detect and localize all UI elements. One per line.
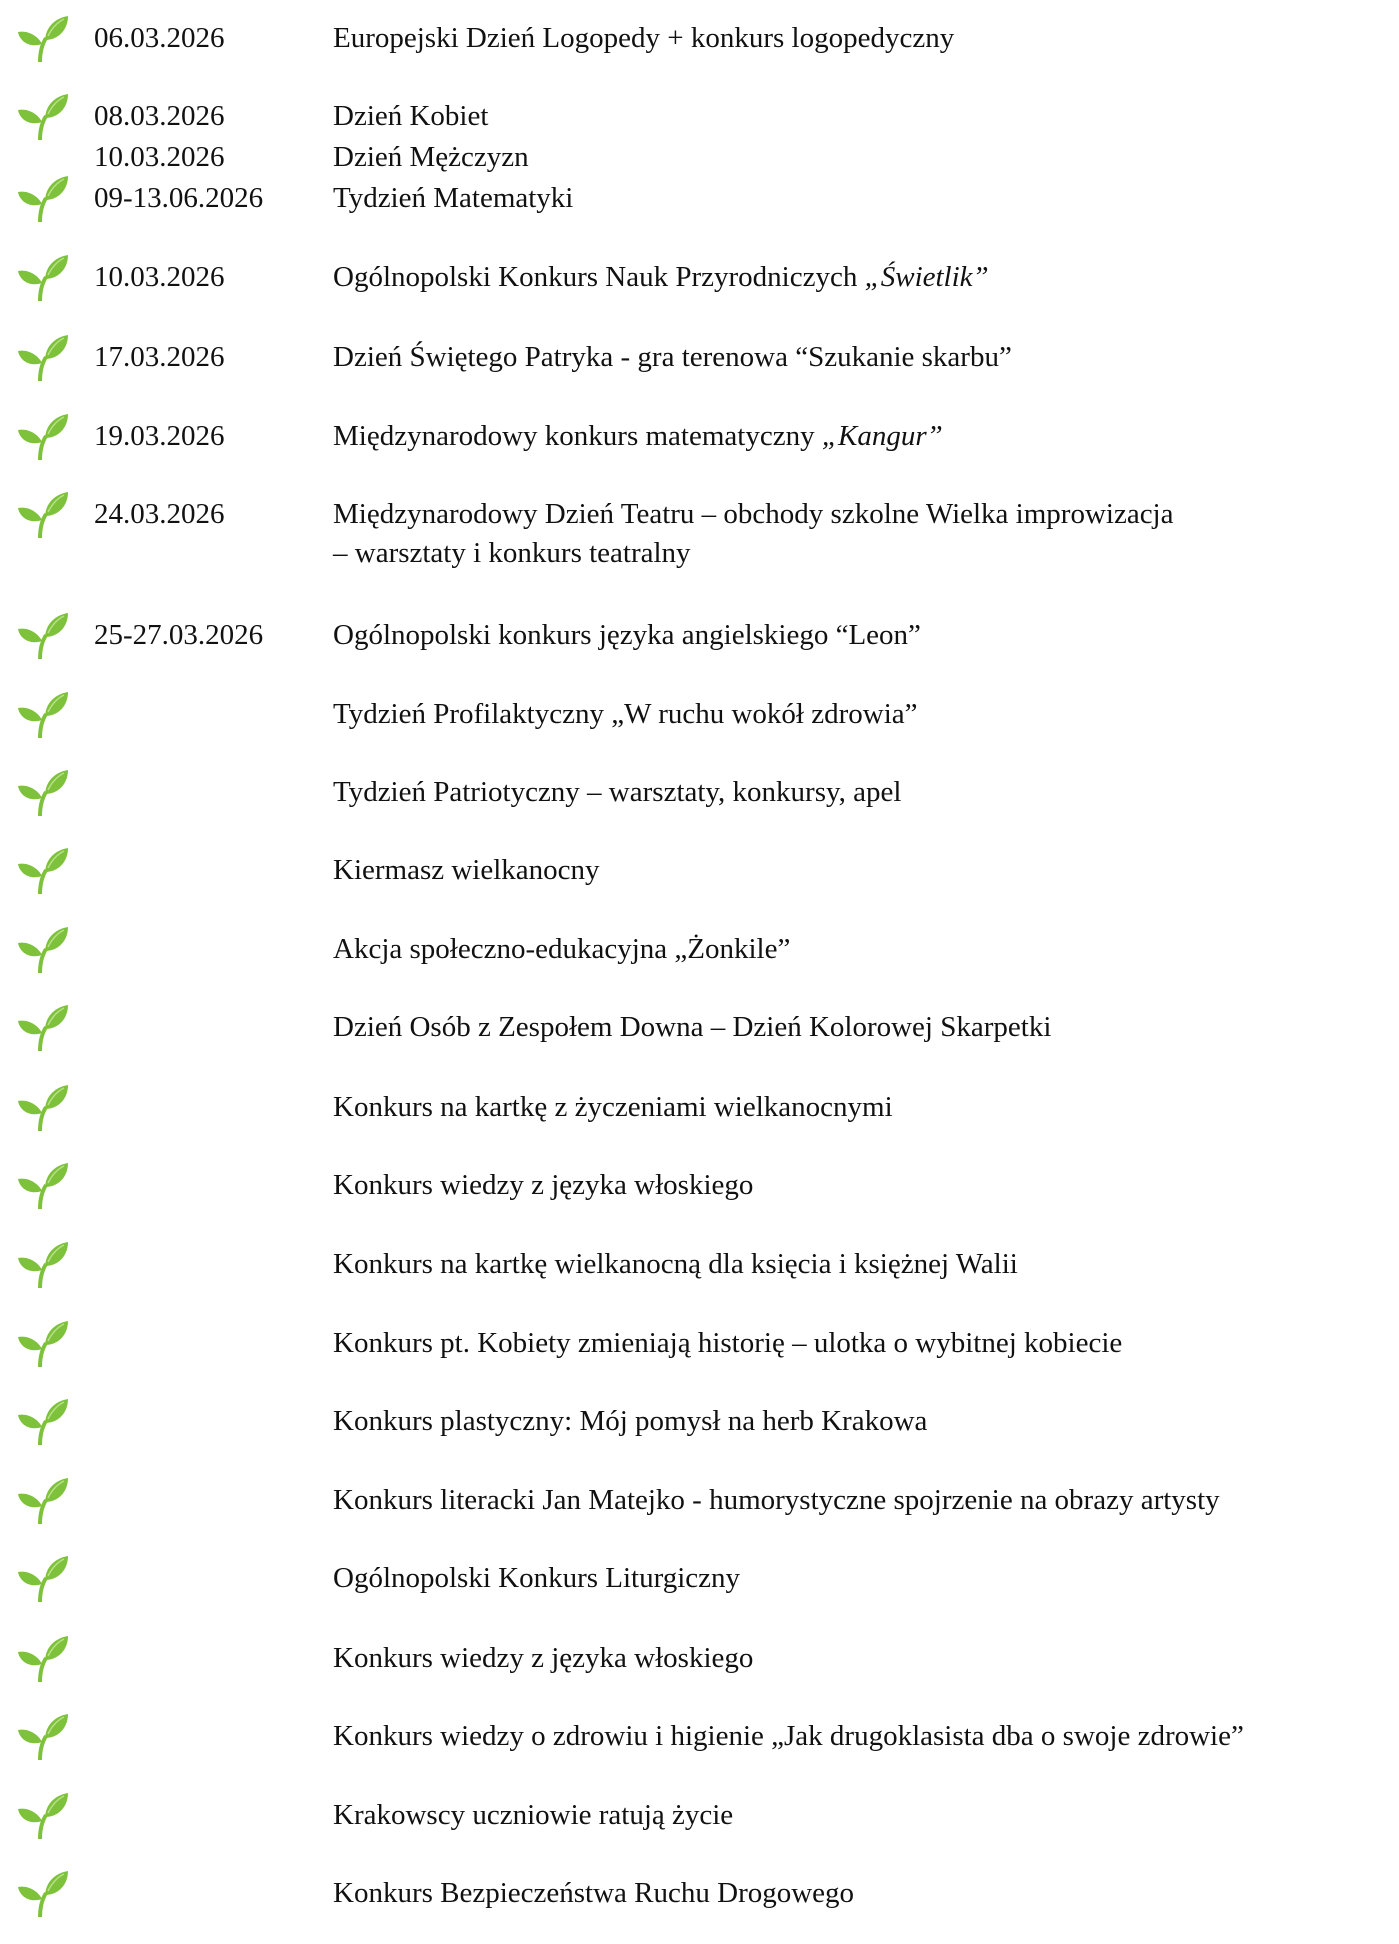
event-date: 09-13.06.2026 [94,182,264,214]
seedling-icon [16,1319,70,1369]
seedling-icon [16,1791,70,1841]
seedling-icon [16,768,70,818]
event-title: Konkurs plastyczny: Mój pomysł na herb Krakowa [333,1405,928,1437]
seedling-icon [16,1240,70,1290]
event-title: Konkurs wiedzy z języka włoskiego [333,1169,754,1201]
seedling-icon [16,1712,70,1762]
event-title: Dzień Osób z Zespołem Downa – Dzień Kolorowej Skarpetki [333,1011,1052,1043]
event-title-italic: „Kangur” [821,420,943,452]
event-title: Ogólnopolski Konkurs Liturgiczny [333,1562,741,1594]
event-title: Tydzień Patriotyczny – warsztaty, konkursy, apel [333,776,902,808]
seedling-icon [16,92,70,142]
event-title [333,258,989,296]
event-date: 17.03.2026 [94,341,225,373]
event-date: 06.03.2026 [94,22,225,54]
seedling-icon [16,611,70,661]
seedling-icon [16,846,70,896]
seedling-icon [16,1869,70,1919]
seedling-icon [16,253,70,303]
seedling-icon [16,14,70,64]
event-title: Tydzień Profilaktyczny „W ruchu wokół zdrowia” [333,698,918,730]
event-title: Międzynarodowy Dzień Teatru – obchody szkolne Wielka improwizacja [333,498,1174,530]
seedling-icon [16,1161,70,1211]
event-title [333,417,943,455]
event-title: Tydzień Matematyki [333,182,574,214]
event-date: 10.03.2026 [94,261,225,293]
event-title-continued: – warsztaty i konkurs teatralny [333,537,691,569]
event-date: 24.03.2026 [94,498,225,530]
event-title: Konkurs na kartkę wielkanocną dla księcia i księżnej Walii [333,1248,1018,1280]
event-title: Europejski Dzień Logopedy + konkurs logopedyczny [333,22,955,54]
seedling-icon [16,1397,70,1447]
event-title-italic: „Świetlik” [864,261,989,293]
event-title: Konkurs wiedzy o zdrowiu i higienie „Jak drugoklasista dba o swoje zdrowie” [333,1720,1244,1752]
event-date: 19.03.2026 [94,420,225,452]
event-title-text: Międzynarodowy konkurs matematyczny [333,420,822,452]
seedling-icon [16,333,70,383]
event-date: 10.03.2026 [94,141,225,173]
event-title: Krakowscy uczniowie ratują życie [333,1799,734,1831]
event-title: Dzień Świętego Patryka - gra terenowa “Szukanie skarbu” [333,341,1012,373]
event-title: Akcja społeczno-edukacyjna „Żonkile” [333,933,791,965]
event-title: Kiermasz wielkanocny [333,854,600,886]
seedling-icon [16,925,70,975]
event-title: Konkurs wiedzy z języka włoskiego [333,1642,754,1674]
event-title-text: Ogólnopolski Konkurs Nauk Przyrodniczych [333,261,865,293]
seedling-icon [16,690,70,740]
seedling-icon [16,1003,70,1053]
seedling-icon [16,1554,70,1604]
event-title: Dzień Mężczyzn [333,141,529,173]
event-title: Dzień Kobiet [333,100,489,132]
event-date: 08.03.2026 [94,100,225,132]
event-title: Konkurs pt. Kobiety zmieniają historię – ulotka o wybitnej kobiecie [333,1327,1123,1359]
event-title: Konkurs na kartkę z życzeniami wielkanocnymi [333,1091,893,1123]
event-date: 25-27.03.2026 [94,619,264,651]
event-title: Konkurs Bezpieczeństwa Ruchu Drogowego [333,1877,855,1909]
seedling-icon [16,1476,70,1526]
seedling-icon [16,412,70,462]
event-title: Ogólnopolski konkurs języka angielskiego “Leon” [333,619,921,651]
event-title: Konkurs literacki Jan Matejko - humorystyczne spojrzenie na obrazy artysty [333,1484,1220,1516]
seedling-icon [16,1634,70,1684]
seedling-icon [16,490,70,540]
seedling-icon [16,1083,70,1133]
seedling-icon [16,174,70,224]
